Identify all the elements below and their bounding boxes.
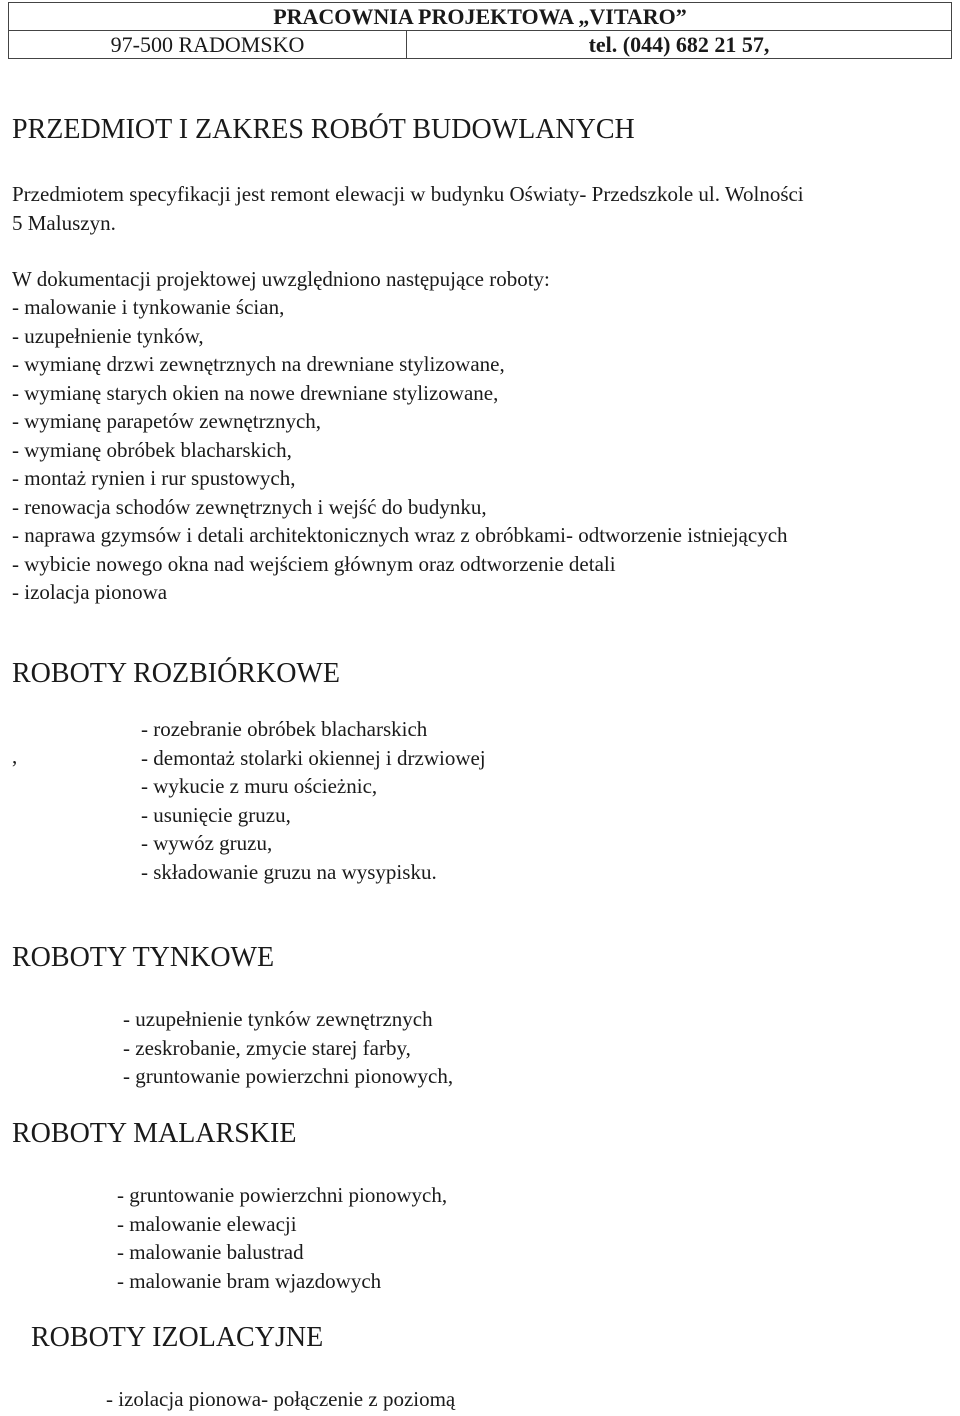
list-item: - składowanie gruzu na wysypisku. xyxy=(141,859,437,884)
list-item: - usunięcie gruzu, xyxy=(141,802,291,827)
list-item: - uzupełnienie tynków, xyxy=(12,323,204,348)
list-item: - malowanie balustrad xyxy=(117,1240,304,1264)
list-item: - malowanie elewacji xyxy=(117,1211,297,1236)
company-city: 97-500 RADOMSKO xyxy=(9,31,407,59)
letterhead-title-row xyxy=(9,3,952,31)
list-item: - gruntowanie powierzchni pionowych, xyxy=(123,1064,454,1088)
list-item: - wymianę obróbek blacharskich, xyxy=(12,437,292,462)
list-item: - uzupełnienie tynków zewnętrznych xyxy=(123,1007,433,1031)
list-item: - wymianę drzwi zewnętrznych na drewniane stylizowane, xyxy=(12,352,505,376)
letterhead-contact-row xyxy=(9,31,952,59)
list-item: - wymianę starych okien na nowe drewniane stylizowane, xyxy=(12,380,499,405)
list-item: - rozebranie obróbek blacharskich xyxy=(141,717,428,741)
list-item: - demontaż stolarki okiennej i drzwiowej xyxy=(141,745,486,770)
letterhead-table xyxy=(8,2,952,59)
demolition-list xyxy=(141,715,486,886)
list-item: - gruntowanie powierzchni pionowych, xyxy=(117,1183,448,1207)
painting-heading: ROBOTY MALARSKIE xyxy=(12,1118,297,1149)
list-item: - malowanie bram wjazdowych xyxy=(117,1268,382,1293)
list-item: - malowanie i tynkowanie ścian, xyxy=(12,295,285,319)
list-item: - wybicie nowego okna nad wejściem głównym oraz odtworzenie detali xyxy=(12,551,616,576)
list-item: - izolacja pionowa xyxy=(12,580,168,604)
list-item: - renowacja schodów zewnętrznych i wejść do budynku, xyxy=(12,494,487,519)
list-item: - montaż rynien i rur spustowych, xyxy=(12,466,296,490)
list-item: - wywóz gruzu, xyxy=(141,831,273,855)
company-phone: tel. (044) 682 21 57, xyxy=(407,31,952,59)
subject-description-line-2: 5 Maluszyn. xyxy=(12,211,116,235)
works-intro: W dokumentacji projektowej uwzględniono następujące roboty: xyxy=(12,267,550,291)
list-item: - wymianę parapetów zewnętrznych, xyxy=(12,409,322,433)
stray-comma: , xyxy=(12,744,18,768)
subject-heading: PRZEDMIOT I ZAKRES ROBÓT BUDOWLANYCH xyxy=(12,114,635,145)
insulation-list xyxy=(106,1385,455,1414)
subject-description-line-1: Przedmiotem specyfikacji jest remont elewacji w budynku Oświaty- Przedszkole ul. Wolności xyxy=(12,182,804,206)
painting-list xyxy=(117,1181,447,1295)
list-item: - izolacja pionowa- połączenie z poziomą xyxy=(106,1387,456,1411)
list-item: - naprawa gzymsów i detali architektonicznych wraz z obróbkami- odtworzenie istniejących xyxy=(12,523,788,547)
list-item: - wykucie z muru ościeżnic, xyxy=(141,774,378,798)
plaster-heading: ROBOTY TYNKOWE xyxy=(12,942,275,973)
insulation-heading: ROBOTY IZOLACYJNE xyxy=(31,1322,324,1353)
demolition-heading: ROBOTY ROZBIÓRKOWE xyxy=(12,658,340,689)
list-item: - zeskrobanie, zmycie starej farby, xyxy=(123,1035,411,1060)
works-list xyxy=(12,293,788,607)
plaster-list xyxy=(123,1005,453,1091)
company-name: PRACOWNIA PROJEKTOWA „VITARO” xyxy=(9,3,952,31)
